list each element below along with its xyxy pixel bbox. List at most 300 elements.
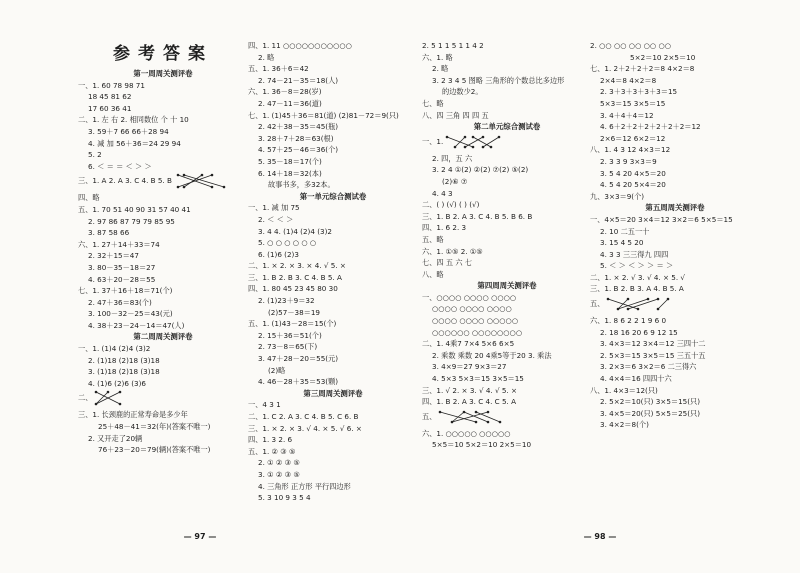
- answer-text: 3. 47＋28－20＝55(元): [258, 354, 339, 364]
- answer-text: 三、1. × 2. × 3. √ 4. × 5. √ 6. ×: [248, 423, 362, 433]
- answer-text: 3. 100－32－25＝43(元): [88, 309, 173, 319]
- answer-line: [248, 214, 418, 226]
- answer-line: [422, 63, 592, 75]
- answer-text: 3. (1)18 (2)18 (3)18: [88, 367, 160, 377]
- answer-line: [248, 272, 418, 284]
- answer-text: 4. 57＋25－46＝36(个): [258, 145, 339, 155]
- answer-text: 76＋23－20＝79(辆)(答案不唯一): [98, 445, 211, 455]
- answer-text: 四、略: [78, 193, 100, 203]
- match-line: [473, 137, 491, 147]
- answer-line: [422, 385, 592, 397]
- match-dot: [201, 174, 204, 177]
- matching-lines-figure: [92, 389, 162, 407]
- answer-text: 5×2＝10 2×5＝10: [630, 52, 696, 62]
- answer-text: 四、1. 11 ○○○○○○○○○○○: [248, 41, 352, 50]
- page-title: [78, 40, 248, 68]
- answer-text: 2. 5 1 1 5 1 1 4 2: [422, 41, 484, 50]
- match-dot: [119, 403, 122, 406]
- answer-line: [248, 98, 418, 110]
- answer-text: 二、: [78, 393, 93, 403]
- answer-line: [422, 408, 592, 428]
- match-dot: [177, 174, 180, 177]
- answer-text: 3. 2 4 ①(2) ②(2) ⑦(2) ⑤(2): [432, 165, 529, 175]
- answer-line: [78, 274, 248, 286]
- answer-line: [590, 408, 760, 420]
- answer-text: 6. ＜ ＝ ＝ ＜ ＞ ＞: [88, 161, 152, 171]
- answer-line: [422, 164, 592, 176]
- answer-line: [422, 396, 592, 408]
- match-dot: [657, 308, 660, 311]
- answer-text: 五、略: [422, 234, 444, 244]
- match-dot: [454, 145, 457, 148]
- answer-line: [78, 239, 248, 251]
- answer-text: 五、1. (1)43－28＝15(个): [248, 319, 337, 329]
- answer-line: [78, 343, 248, 355]
- answer-text: 七、四 五 六 七: [422, 258, 472, 268]
- match-dot: [487, 421, 490, 424]
- answer-text: 一、1. (1)4 (2)4 (3)2: [78, 344, 151, 354]
- answer-text: 二、1. × 2. × 3. × 4. √ 5. ×: [248, 261, 346, 271]
- answer-line: [248, 52, 418, 64]
- answer-line: [422, 428, 592, 440]
- answer-line: [78, 80, 248, 92]
- answer-text: 第一周周关测评卷: [133, 69, 193, 78]
- answer-text: ○○○○○○ ○○○○○○○○: [432, 327, 523, 337]
- answer-column: [590, 40, 760, 431]
- answer-line: [590, 40, 760, 52]
- answer-column: [248, 40, 418, 504]
- answer-line: [248, 481, 418, 493]
- match-dot: [211, 174, 214, 177]
- answer-text: 四、1. 80 45 23 45 80 30: [248, 284, 338, 294]
- match-dot: [211, 186, 214, 189]
- answer-line: [248, 144, 418, 156]
- answer-text: 第一单元综合测试卷: [299, 191, 367, 201]
- answer-text: 二、( ) (√) ( ) (√): [422, 200, 480, 210]
- answer-line: [422, 361, 592, 373]
- answer-line: [78, 216, 248, 228]
- answer-text: 2. 42＋38－35＝45(瓶): [258, 122, 339, 132]
- answer-line: [248, 423, 418, 435]
- match-dot: [637, 308, 640, 311]
- match-dot: [657, 298, 660, 301]
- answer-line: [590, 191, 760, 203]
- answer-line: [78, 91, 248, 103]
- answer-text: 一、1. 60 78 98 71: [78, 80, 145, 90]
- answer-line: [590, 110, 760, 122]
- answer-text: 第二单元综合测试卷: [473, 122, 541, 132]
- matching-lines-figure: [172, 172, 242, 190]
- match-dot: [464, 135, 467, 138]
- answer-text: 八、略: [422, 269, 444, 279]
- answer-text: 3. ① ② ③ ⑤: [258, 469, 300, 479]
- answer-line: [422, 292, 592, 304]
- match-dot: [183, 186, 186, 189]
- match-line: [184, 175, 224, 187]
- answer-line: [248, 446, 418, 458]
- answer-text: 5×3＝15 3×5＝15: [600, 98, 666, 108]
- answer-text: 故事书多，多32本。: [268, 180, 335, 190]
- answer-text: 2. 32＋15＝47: [88, 251, 139, 261]
- answer-line: [248, 330, 418, 342]
- match-dot: [617, 308, 620, 311]
- match-line: [455, 137, 465, 147]
- answer-text: 6. 14＋18＝32(本): [258, 168, 322, 178]
- answer-text: 八、四 三角 四 四 五: [422, 110, 489, 120]
- answer-line: [78, 389, 248, 409]
- match-dot: [667, 298, 670, 301]
- answer-line: [78, 204, 248, 216]
- match-line: [96, 392, 108, 404]
- answer-text: 2. 又开走了20辆: [88, 433, 143, 443]
- answer-line: [422, 98, 592, 110]
- answer-line: [78, 378, 248, 390]
- answer-text: 4. 3 3 三三得九 四四: [600, 249, 669, 259]
- section-heading: [422, 121, 592, 133]
- answer-line: [78, 149, 248, 161]
- answer-text: 七、略: [422, 98, 444, 108]
- answer-text: 2. 四，五 六: [432, 153, 473, 163]
- match-dot: [475, 411, 478, 414]
- answer-text: 二、1. × 2. √ 3. √ 4. × 5. √: [590, 272, 686, 282]
- answer-text: 六、1. ○○○○○ ○○○○○: [422, 428, 511, 438]
- answer-line: [248, 411, 418, 423]
- answer-line: [422, 110, 592, 122]
- answer-text: 2. (1)18 (2)18 (3)18: [88, 355, 160, 365]
- answer-text: 2. (1)23＋9＝32: [258, 296, 315, 306]
- answer-text: 第四周周关测评卷: [477, 281, 537, 291]
- answer-text: 2. ① ② ③ ⑤: [258, 458, 300, 468]
- match-dot: [490, 145, 493, 148]
- answer-line: [590, 283, 760, 295]
- match-line: [483, 137, 499, 147]
- answer-text: 2. 5×3＝15 3×5＝15 三五十五: [600, 350, 706, 360]
- answer-line: [590, 214, 760, 226]
- answer-text: 2. 略: [432, 64, 449, 74]
- answer-line: [422, 373, 592, 385]
- answer-text: 五、1. 70 51 40 90 31 57 40 41: [78, 204, 191, 214]
- answer-line: [422, 211, 592, 223]
- answer-text: 三、1. B 2. A 3. C 4. B 5. B 6. B: [422, 211, 533, 221]
- answer-line: [590, 86, 760, 98]
- answer-line: [248, 365, 418, 377]
- answer-line: [78, 126, 248, 138]
- answer-text: 四、1. B 2. A 3. C 4. C 5. A: [422, 397, 517, 407]
- answer-text: ○○○○ ○○○○ ○○○○○: [432, 316, 519, 326]
- match-dot: [223, 186, 226, 189]
- answer-text: 二、1. 左 右 2. 相同数位 个 十 10: [78, 115, 189, 125]
- answer-line: [590, 260, 760, 272]
- answer-line: [248, 121, 418, 133]
- answer-text: 三、1. √ 2. × 3. √ 4. √ 5. ×: [422, 385, 518, 395]
- answer-text: 七、1. 2＋2＋2＋2＝8 4×2＝8: [590, 64, 695, 74]
- answer-line: [78, 409, 248, 421]
- answer-text: 一、4 3 1: [248, 400, 281, 410]
- match-dot: [482, 145, 485, 148]
- answer-line: [422, 86, 592, 98]
- answer-line: [590, 98, 760, 110]
- answer-text: 八、1. 4 3 12 4×3＝12: [590, 145, 671, 155]
- answer-text: 一、1. 减 加 75: [248, 203, 300, 213]
- answer-line: [248, 318, 418, 330]
- answer-text: 4. 6＋2＋2＋2＋2＋2＋2＝12: [600, 122, 701, 132]
- answer-line: [422, 75, 592, 87]
- section-heading: [590, 202, 760, 214]
- match-dot: [482, 135, 485, 138]
- answer-text: 七、1. (1)45＋36＝81(道) (2)81－72＝9(只): [248, 110, 399, 120]
- answer-line: [248, 40, 418, 52]
- match-dot: [464, 145, 467, 148]
- answer-line: [248, 86, 418, 98]
- answer-line: [422, 246, 592, 258]
- answer-line: [590, 52, 760, 64]
- answer-text: 2. 74－21－35＝18(人): [258, 75, 339, 85]
- answer-text: 2. 47＋36＝83(个): [88, 297, 152, 307]
- answer-text: 4. 4×4＝16 四四十六: [600, 374, 672, 384]
- answer-line: [78, 227, 248, 239]
- answer-line: [78, 192, 248, 204]
- match-dot: [446, 135, 449, 138]
- answer-line: [78, 421, 248, 433]
- answer-line: [422, 338, 592, 350]
- answer-text: (2)57－38＝19: [268, 307, 320, 317]
- answer-text: 4. 4 3: [432, 188, 453, 198]
- match-dot: [647, 298, 650, 301]
- section-heading: [422, 280, 592, 292]
- answer-line: [590, 75, 760, 87]
- match-dot: [499, 421, 502, 424]
- answer-text: 3. 80－35－18＝27: [88, 262, 156, 272]
- answer-text: 2. ＜ ＜ ＞: [258, 214, 294, 224]
- answer-text: 5. 35－18＝17(个): [258, 156, 322, 166]
- answer-text: (2)⑥ ⑦: [442, 176, 468, 186]
- match-dot: [475, 421, 478, 424]
- answer-text: 2. 97 86 87 79 79 85 95: [88, 216, 175, 226]
- answer-line: [78, 308, 248, 320]
- answer-text: 六、1. 36－8＝28(岁): [248, 87, 322, 97]
- answer-text: 4. 减 加 56＋36＝24 29 94: [88, 138, 181, 148]
- match-line: [465, 137, 483, 147]
- answer-text: 5. 3 10 9 3 5 4: [258, 493, 311, 503]
- match-dot: [463, 411, 466, 414]
- page-98: [400, 0, 800, 573]
- answer-line: [422, 222, 592, 234]
- answer-line: [248, 434, 418, 446]
- answer-text: 一、○○○○ ○○○○ ○○○○: [422, 292, 517, 302]
- answer-text: 5×5＝10 5×2＝10 2×5＝10: [432, 440, 532, 450]
- answer-text: 2×6＝12 6×2＝12: [600, 133, 666, 143]
- answer-line: [248, 307, 418, 319]
- answer-line: [248, 341, 418, 353]
- answer-line: [248, 376, 418, 388]
- answer-line: [422, 234, 592, 246]
- answer-line: [422, 315, 592, 327]
- section-heading: [78, 331, 248, 343]
- matching-lines-figure: [604, 295, 674, 313]
- answer-text: 4. 38＋23－24－14＝47(人): [88, 320, 185, 330]
- answer-line: [590, 327, 760, 339]
- answer-text: 6. (1)6 (2)3: [258, 249, 299, 259]
- answer-line: [422, 176, 592, 188]
- answer-line: [422, 153, 592, 165]
- answer-line: [590, 144, 760, 156]
- answer-text: 3. 87 58 66: [88, 228, 130, 238]
- answer-line: [248, 283, 418, 295]
- answer-text: 三、1. B 2. B 3. A 4. B 5. A: [590, 284, 684, 294]
- answer-text: 3. 15 4 5 20: [600, 238, 644, 248]
- answer-line: [78, 285, 248, 297]
- answer-line: [248, 457, 418, 469]
- answer-text: 六、1. 27＋14＋33＝74: [78, 239, 160, 249]
- answer-line: [422, 188, 592, 200]
- answer-text: 2×4＝8 4×2＝8: [600, 75, 657, 85]
- answer-line: [78, 444, 248, 456]
- answer-line: [590, 315, 760, 327]
- answer-line: [590, 133, 760, 145]
- answer-line: [590, 237, 760, 249]
- section-heading: [248, 388, 418, 400]
- answer-text: 3. 2×3＝6 3×2＝6 二三得六: [600, 362, 697, 372]
- answer-line: [248, 202, 418, 214]
- answer-text: 五、: [422, 411, 437, 421]
- answer-text: 2. 3＋3＋3＋3＋3＝15: [600, 87, 678, 97]
- answer-text: 3. 2 3 4 5 图略 三角形的个数总比多边形: [432, 75, 565, 85]
- answer-line: [248, 133, 418, 145]
- answer-column: [78, 40, 248, 456]
- answer-text: 一、4×5＝20 3×4＝12 3×2＝6 5×5＝15: [590, 214, 733, 224]
- answer-line: [248, 110, 418, 122]
- answer-line: [422, 40, 592, 52]
- answer-line: [78, 355, 248, 367]
- answer-line: [590, 373, 760, 385]
- answer-text: 六、1. 8 6 2 2 1 9 6 0: [590, 316, 667, 326]
- page-number: — 97 —: [183, 532, 217, 541]
- answer-line: [78, 103, 248, 115]
- answer-text: 3. 4 4. (1)4 (2)4 (3)2: [258, 226, 332, 236]
- answer-text: 第五周周关测评卷: [645, 203, 705, 213]
- match-dot: [451, 421, 454, 424]
- answer-text: 2. 5×2＝10(只) 3×5＝15(只): [600, 397, 701, 407]
- answer-text: 二、1. C 2. A 3. C 4. B 5. C 6. B: [248, 412, 359, 421]
- answer-text: 参考答案: [113, 44, 213, 64]
- answer-text: 4. (1)6 (2)6 (3)6: [88, 378, 146, 388]
- answer-line: [590, 179, 760, 191]
- match-dot: [498, 135, 501, 138]
- answer-text: 七、1. 37＋16＋18＝71(个): [78, 286, 173, 296]
- answer-text: 一、1.: [422, 136, 444, 146]
- answer-text: 2. 47－11＝36(道): [258, 98, 322, 108]
- answer-text: 五、: [590, 299, 605, 309]
- answer-line: [78, 262, 248, 274]
- answer-line: [78, 138, 248, 150]
- answer-text: 25＋48－41＝32(年)(答案不唯一): [98, 422, 211, 432]
- answer-text: 3. 59＋7 66 66＋28 94: [88, 126, 169, 136]
- answer-text: 三、1. B 2. B 3. C 4. B 5. A: [248, 272, 342, 282]
- answer-text: 4. 5×3 5×3＝15 3×5＝15: [432, 374, 524, 384]
- answer-text: 5. 2: [88, 150, 102, 160]
- answer-text: 2. 略: [258, 52, 275, 62]
- answer-line: [78, 320, 248, 332]
- answer-text: 4. 三角形 正方形 平行四边形: [258, 481, 351, 491]
- answer-text: 3. 5 4 20 4×5＝20: [600, 168, 666, 178]
- answer-line: [248, 237, 418, 249]
- page-number: — 98 —: [583, 532, 617, 541]
- answer-text: 2. 15＋36＝51(个): [258, 330, 322, 340]
- answer-line: [422, 199, 592, 211]
- answer-line: [422, 257, 592, 269]
- match-dot: [627, 308, 630, 311]
- match-line: [476, 412, 500, 422]
- answer-text: 2. 73－8＝65(下): [258, 342, 318, 352]
- match-dot: [487, 411, 490, 414]
- answer-text: 三、1. A 2. A 3. C 4. B 5. B: [78, 176, 172, 186]
- answer-text: 五、1. 36＋6＝42: [248, 64, 309, 74]
- answer-line: [590, 350, 760, 362]
- answer-line: [590, 249, 760, 261]
- answer-line: [422, 350, 592, 362]
- answer-line: [422, 439, 592, 451]
- answer-line: [590, 396, 760, 408]
- answer-column: [422, 40, 592, 451]
- answer-line: [78, 297, 248, 309]
- matching-lines-figure: [443, 133, 513, 151]
- answer-line: [590, 361, 760, 373]
- answer-text: 18 45 81 62: [88, 92, 132, 102]
- answer-line: [78, 161, 248, 173]
- answer-line: [248, 63, 418, 75]
- answer-text: 4. 63＋20－28＝55: [88, 274, 156, 284]
- answer-text: 17 60 36 41: [88, 103, 132, 113]
- answer-text: 2. 18 16 20 6 9 12 15: [600, 327, 678, 337]
- match-line: [658, 299, 668, 309]
- match-dot: [119, 391, 122, 394]
- answer-line: [590, 121, 760, 133]
- answer-line: [590, 63, 760, 75]
- answer-line: [590, 419, 760, 431]
- answer-text: 4. 46－28＋35＝53(颗): [258, 377, 339, 387]
- answer-text: 五、1. ② ③ ⑤: [248, 446, 296, 456]
- match-dot: [439, 411, 442, 414]
- answer-text: 第二周周关测评卷: [133, 332, 193, 342]
- answer-line: [248, 226, 418, 238]
- answer-line: [248, 260, 418, 272]
- answer-line: [422, 327, 592, 339]
- answer-line: [248, 492, 418, 504]
- answer-text: 2. 10 二五一十: [600, 226, 650, 236]
- matching-lines-figure: [436, 408, 506, 426]
- answer-line: [78, 433, 248, 445]
- match-dot: [95, 391, 98, 394]
- answer-line: [248, 399, 418, 411]
- answer-line: [422, 52, 592, 64]
- answer-text: ○○○○ ○○○○ ○○○○: [432, 304, 512, 314]
- answer-text: 3. 4×2＝8(个): [600, 420, 649, 430]
- answer-line: [422, 133, 592, 153]
- answer-text: 2. 3 3 9 3×3＝9: [600, 156, 657, 166]
- answer-line: [590, 168, 760, 180]
- match-line: [184, 175, 202, 187]
- match-dot: [472, 145, 475, 148]
- answer-line: [590, 295, 760, 315]
- answer-line: [78, 172, 248, 192]
- match-dot: [627, 298, 630, 301]
- answer-line: [590, 226, 760, 238]
- answer-line: [248, 168, 418, 180]
- match-line: [464, 412, 488, 422]
- answer-line: [590, 156, 760, 168]
- answer-line: [590, 338, 760, 350]
- answer-line: [248, 469, 418, 481]
